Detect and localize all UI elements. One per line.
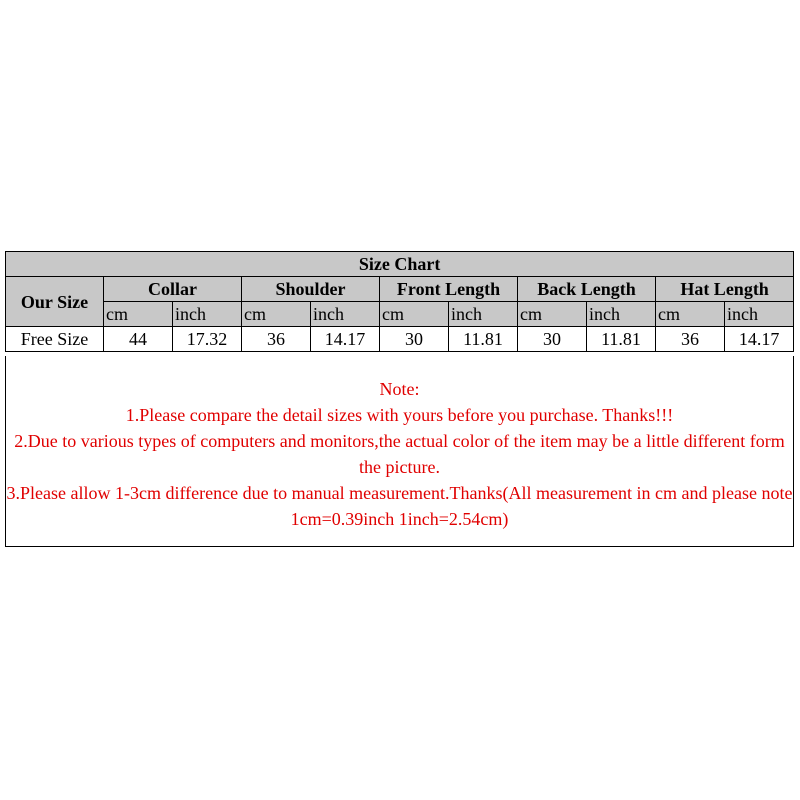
unit-cm: cm [242,302,311,327]
unit-cm: cm [656,302,725,327]
back-length-inch-value: 11.81 [587,327,656,352]
back-length-cm-value: 30 [518,327,587,352]
column-header-hat-length: Hat Length [656,277,794,302]
unit-cm: cm [380,302,449,327]
table-row [6,327,794,352]
size-label: Free Size [6,327,104,352]
our-size-header: Our Size [6,277,104,327]
unit-inch: inch [311,302,380,327]
notes-heading: Note: [379,379,420,399]
hat-length-cm-value: 36 [656,327,725,352]
shoulder-inch-value: 14.17 [311,327,380,352]
notes-box [5,356,794,547]
shoulder-cm-value: 36 [242,327,311,352]
column-header-collar: Collar [104,277,242,302]
unit-inch: inch [173,302,242,327]
note-2: 2.Due to various types of computers and monitors,the actual color of the item may be a little different form the picture. [14,431,785,477]
unit-inch: inch [449,302,518,327]
unit-cm: cm [518,302,587,327]
note-3: 3.Please allow 1-3cm difference due to manual measurement.Thanks(All measurement in cm and please note 1cm=0.39inch 1inch=2.54cm) [6,483,793,529]
collar-cm-value: 44 [104,327,173,352]
unit-cm: cm [104,302,173,327]
unit-inch: inch [725,302,794,327]
front-length-inch-value: 11.81 [449,327,518,352]
column-header-front-length: Front Length [380,277,518,302]
chart-title: Size Chart [6,252,794,277]
unit-inch: inch [587,302,656,327]
hat-length-inch-value: 14.17 [725,327,794,352]
note-1: 1.Please compare the detail sizes with yours before you purchase. Thanks!!! [125,405,674,425]
column-header-shoulder: Shoulder [242,277,380,302]
column-header-back-length: Back Length [518,277,656,302]
size-chart-table [5,251,794,352]
front-length-cm-value: 30 [380,327,449,352]
collar-inch-value: 17.32 [173,327,242,352]
